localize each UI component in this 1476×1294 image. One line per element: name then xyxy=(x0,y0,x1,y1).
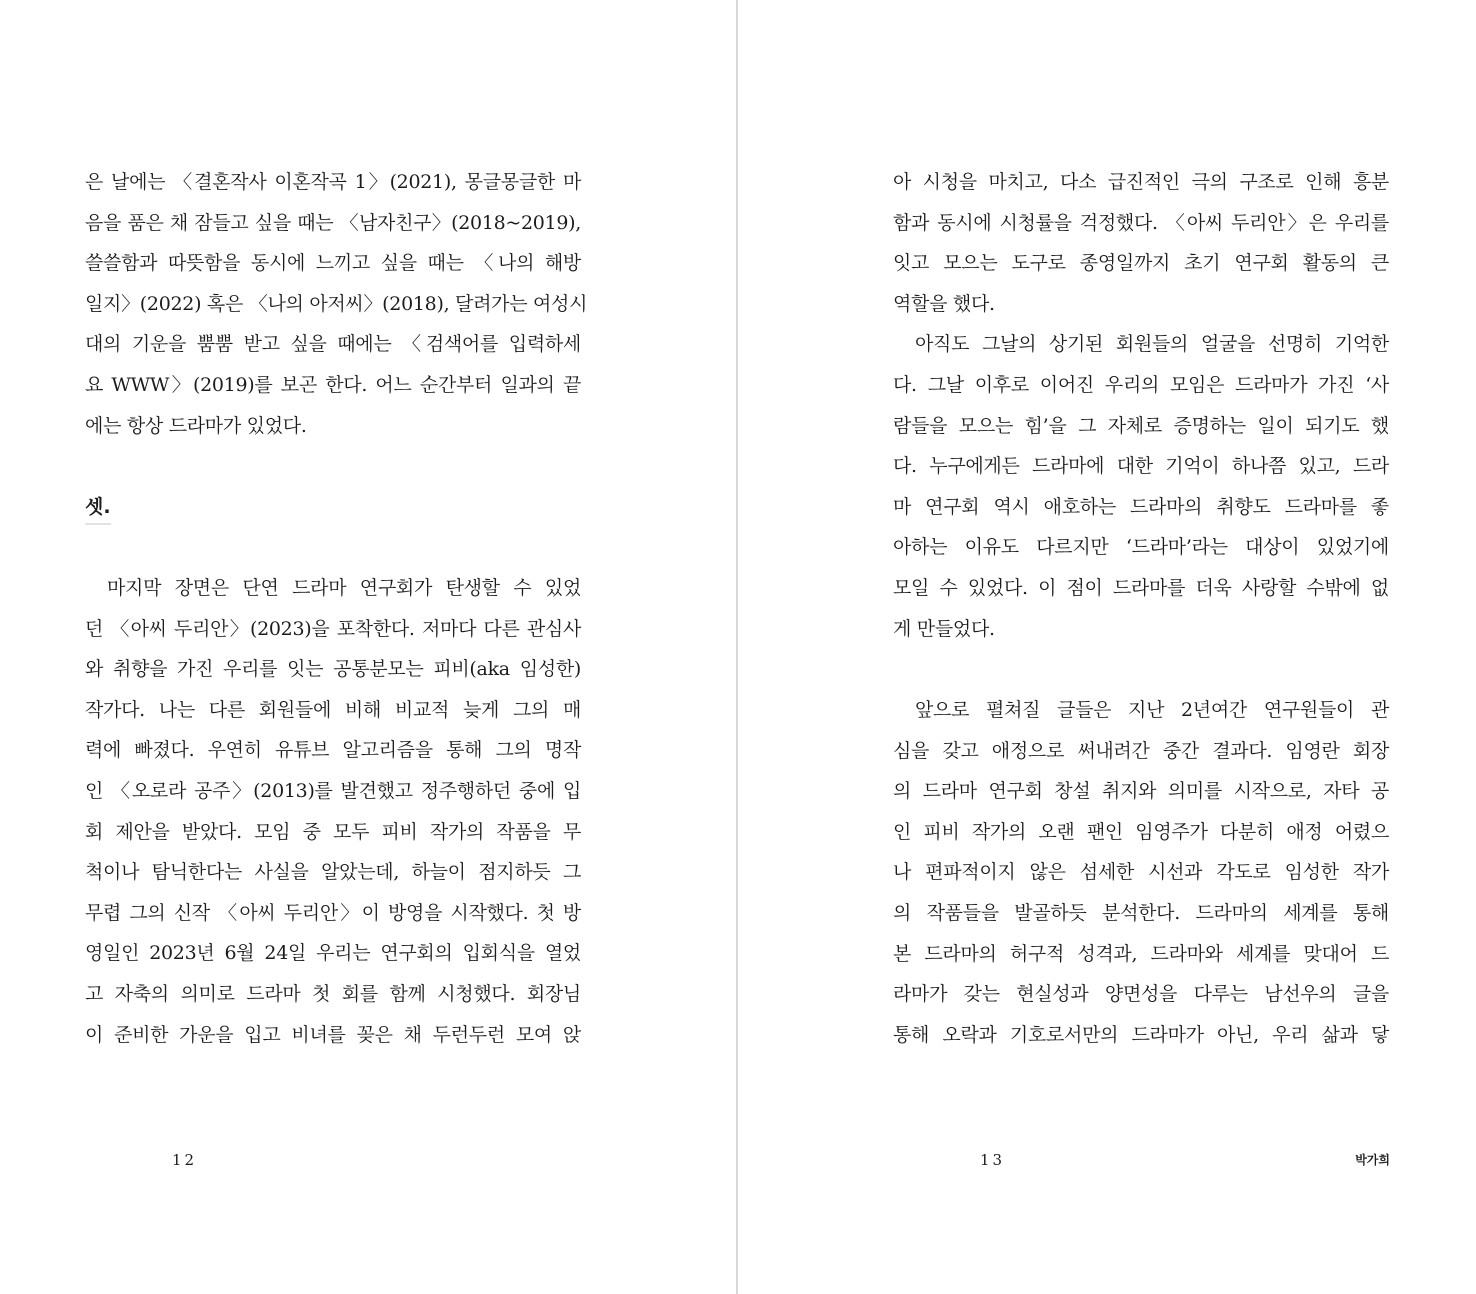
text-line: 의 드라마 연구회 창설 취지와 의미를 시작으로, 자타 공 xyxy=(893,780,1389,803)
text-line: 통해 오락과 기호로서만의 드라마가 아닌, 우리 삶과 닿 xyxy=(893,1023,1389,1046)
text-line: 음을 품은 채 잠들고 싶을 때는 〈남자친구〉(2018~2019), xyxy=(85,211,581,234)
text-line: 인 〈오로라 공주〉(2013)를 발견했고 정주행하던 중에 입 xyxy=(85,779,581,802)
text-line: 잇고 모으는 도구로 종영일까지 초기 연구회 활동의 큰 xyxy=(893,252,1389,275)
running-head-author: 박가희 xyxy=(1355,1153,1390,1167)
text-line: 영일인 2023년 6월 24일 우리는 연구회의 입회식을 열었 xyxy=(85,942,581,965)
text-line: 쓸쓸함과 따뜻함을 동시에 느끼고 싶을 때는 〈나의 해방 xyxy=(85,252,581,275)
page-number: 12 xyxy=(172,1151,198,1169)
text-line: 마 연구회 역시 애호하는 드라마의 취향도 드라마를 좋 xyxy=(893,495,1389,518)
paragraph-block-1 xyxy=(893,162,1389,649)
text-line: 일지〉(2022) 혹은 〈나의 아저씨〉(2018), 달려가는 여성시 xyxy=(85,292,588,315)
text-line: 와 취향을 가진 우리를 잇는 공통분모는 피비(aka 임성한) xyxy=(85,658,581,681)
text-line: 앞으로 펼쳐질 글들은 지난 2년여간 연구원들이 관 xyxy=(915,699,1389,721)
text-line: 은 날에는 〈결혼작사 이혼작곡 1〉(2021), 몽글몽글한 마 xyxy=(85,171,581,193)
text-line: 람들을 모으는 힘’을 그 자체로 증명하는 일이 되기도 했 xyxy=(893,414,1389,437)
text-line: 아직도 그날의 상기된 회원들의 얼굴을 선명히 기억한 xyxy=(915,333,1389,356)
text-line: 회 제안을 받았다. 모임 중 모두 피비 작가의 작품을 무 xyxy=(85,820,581,843)
text-line: 인 피비 작가의 오랜 팬인 임영주가 다분히 애정 어렸으 xyxy=(893,820,1389,843)
section-heading: 셋. xyxy=(85,492,111,525)
paragraph-block-2 xyxy=(85,568,581,1055)
left-page xyxy=(0,0,736,1294)
text-line: 던 〈아씨 두리안〉(2023)을 포착한다. 저마다 다른 관심사 xyxy=(85,617,581,640)
text-line: 역할을 했다. xyxy=(893,292,995,315)
text-line: 게 만들었다. xyxy=(893,617,995,640)
text-line: 나 편파적이지 않은 섬세한 시선과 각도로 임성한 작가 xyxy=(893,861,1389,884)
right-page xyxy=(738,0,1476,1294)
text-line: 고 자축의 의미로 드라마 첫 회를 함께 시청했다. 회장님 xyxy=(85,982,581,1005)
text-line: 심을 갖고 애정으로 써내려간 중간 결과다. 임영란 회장 xyxy=(893,739,1389,762)
text-line: 아 시청을 마치고, 다소 급진적인 극의 구조로 인해 흥분 xyxy=(893,171,1389,193)
text-line: 대의 기운을 뿜뿜 받고 싶을 때에는 〈검색어를 입력하세 xyxy=(85,333,581,356)
text-line: 요 WWW〉(2019)를 보곤 한다. 어느 순간부터 일과의 끝 xyxy=(85,373,581,396)
text-line: 이 준비한 가운을 입고 비녀를 꽂은 채 두런두런 모여 앉 xyxy=(85,1023,581,1046)
text-line: 다. 그날 이후로 이어진 우리의 모임은 드라마가 가진 ‘사 xyxy=(893,373,1389,396)
paragraph-block-2 xyxy=(893,690,1389,1055)
text-line: 함과 동시에 시청률을 걱정했다. 〈아씨 두리안〉은 우리를 xyxy=(893,211,1389,234)
text-line: 무렵 그의 신작 〈아씨 두리안〉이 방영을 시작했다. 첫 방 xyxy=(85,901,581,924)
text-line: 에는 항상 드라마가 있었다. xyxy=(85,414,307,437)
text-line: 모일 수 있었다. 이 점이 드라마를 더욱 사랑할 수밖에 없 xyxy=(893,576,1389,599)
text-line: 아하는 이유도 다르지만 ‘드라마’라는 대상이 있었기에 xyxy=(893,536,1389,559)
text-line: 력에 빠졌다. 우연히 유튜브 알고리즘을 통해 그의 명작 xyxy=(85,739,581,762)
text-line: 라마가 갖는 현실성과 양면성을 다루는 남선우의 글을 xyxy=(893,983,1389,1006)
text-line: 본 드라마의 허구적 성격과, 드라마와 세계를 맞대어 드 xyxy=(893,942,1389,965)
page-number: 13 xyxy=(980,1151,1006,1169)
text-line: 척이나 탐닉한다는 사실을 알았는데, 하늘이 점지하듯 그 xyxy=(85,861,581,884)
text-line: 마지막 장면은 단연 드라마 연구회가 탄생할 수 있었 xyxy=(107,577,581,599)
text-line: 작가다. 나는 다른 회원들에 비해 비교적 늦게 그의 매 xyxy=(85,698,581,721)
paragraph-block-1 xyxy=(85,162,588,446)
text-line: 다. 누구에게든 드라마에 대한 기억이 하나쯤 있고, 드라 xyxy=(893,455,1389,478)
text-line: 의 작품들을 발골하듯 분석한다. 드라마의 세계를 통해 xyxy=(893,901,1389,924)
